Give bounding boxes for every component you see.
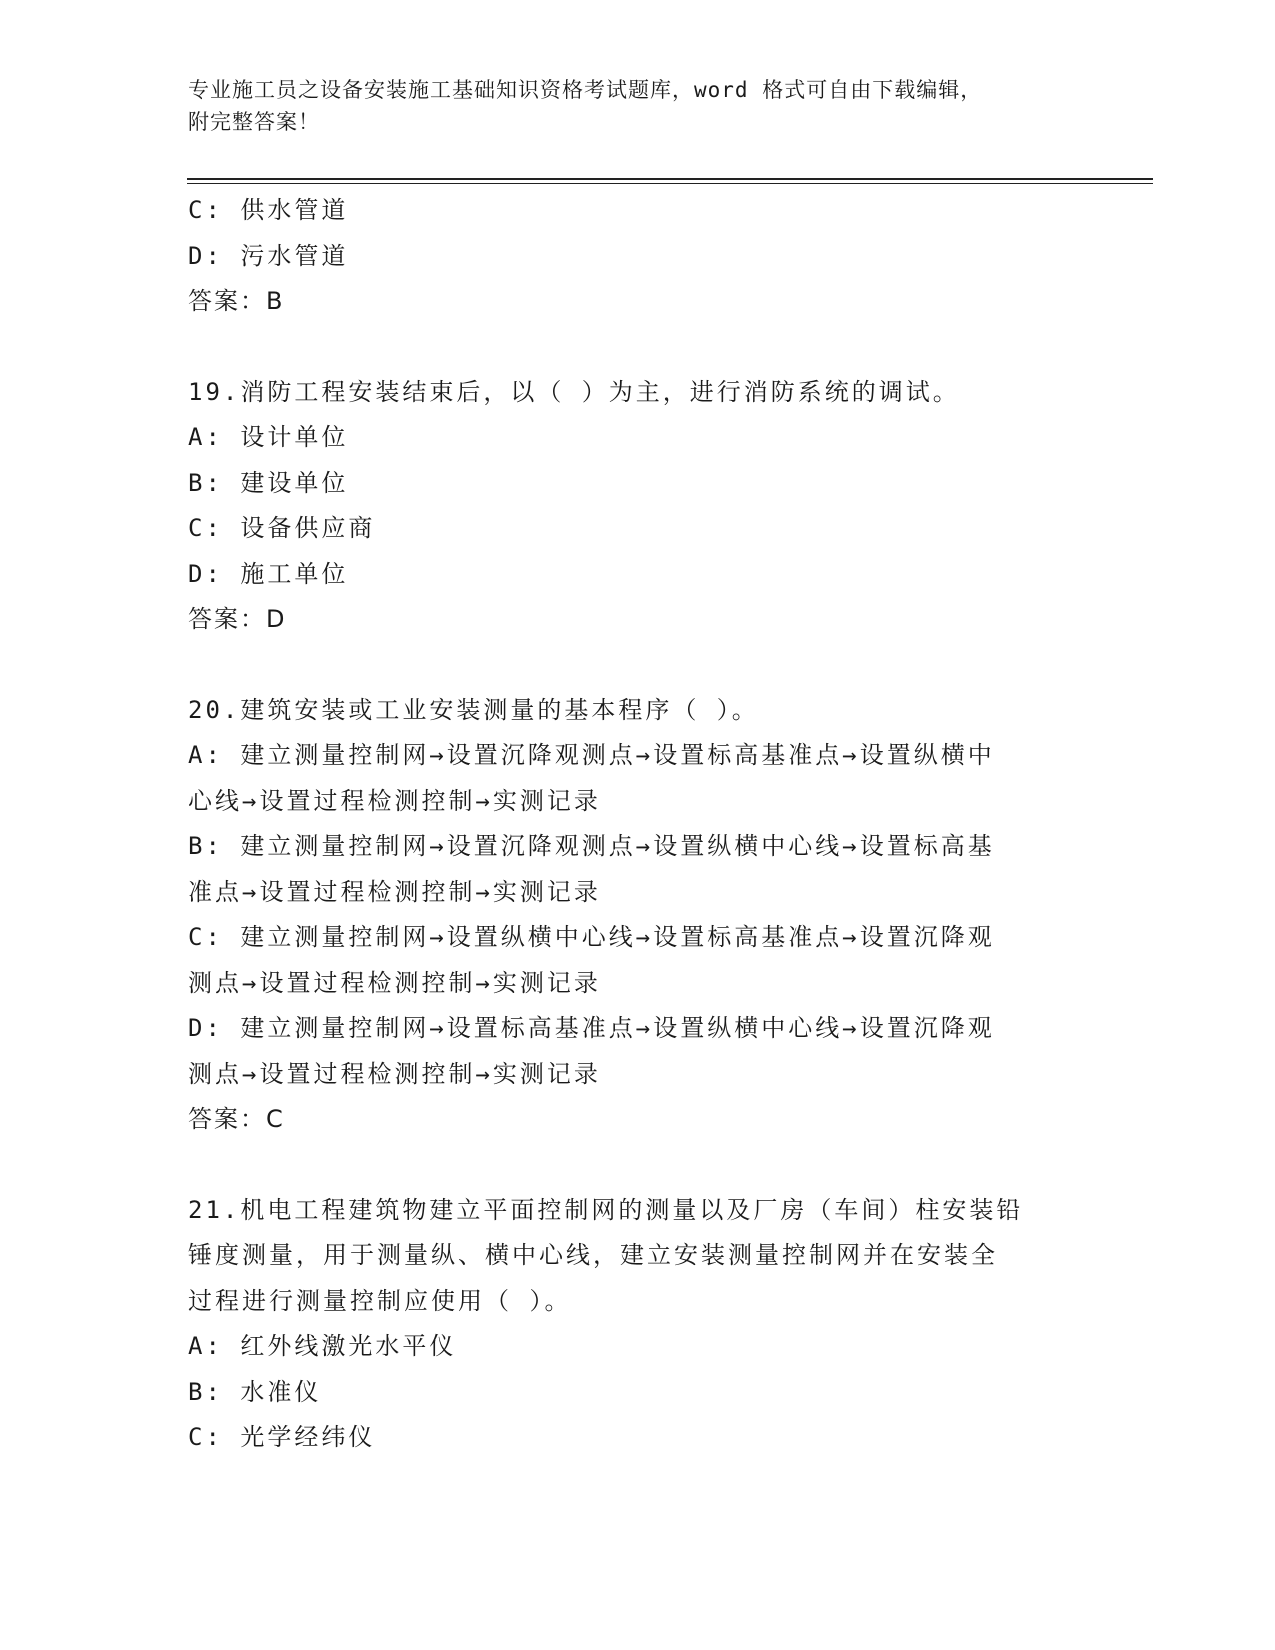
question-19 [188,370,1088,643]
spacer [188,1143,1088,1188]
header-line-1: 专业施工员之设备安装施工基础知识资格考试题库，word 格式可自由下载编辑， [188,78,983,102]
option-c: C: 设备供应商 [188,514,376,542]
question-stem-line-1: 21.机电工程建筑物建立平面控制网的测量以及厂房（车间）柱安装铅 [188,1195,1024,1224]
option-a-line-2: 心线→设置过程检测控制→实测记录 [188,786,601,815]
option-d: D: 施工单位 [188,559,349,588]
option-a: A: 设计单位 [188,423,349,451]
option-c: C: 光学经纬仪 [188,1423,376,1451]
spacer [188,325,1088,370]
option-c: C: 供水管道 [188,196,349,224]
document-header [188,74,1088,138]
option-d-line-2: 测点→设置过程检测控制→实测记录 [188,1059,601,1088]
question-18 [188,188,1088,325]
header-divider-thin [187,183,1153,184]
spacer [188,643,1088,688]
option-a: A: 红外线激光水平仪 [188,1332,457,1360]
question-stem-line-3: 过程进行测量控制应使用（ ）。 [188,1286,572,1315]
option-b-line-2: 准点→设置过程检测控制→实测记录 [188,877,601,906]
question-stem: 19.消防工程安装结束后，以（ ）为主，进行消防系统的调试。 [188,377,960,406]
option-b: B: 建设单位 [188,468,349,497]
question-21 [188,1188,1088,1461]
header-line-2: 附完整答案！ [188,110,320,134]
option-d-line-1: D: 建立测量控制网→设置标高基准点→设置纵横中心线→设置沉降观 [188,1014,995,1042]
option-a-line-1: A: 建立测量控制网→设置沉降观测点→设置标高基准点→设置纵横中 [188,741,995,769]
header-divider-thick [187,178,1153,180]
option-b-line-1: B: 建立测量控制网→设置沉降观测点→设置纵横中心线→设置标高基 [188,832,995,860]
answer: 答案：C [188,1105,285,1133]
option-c-line-1: C: 建立测量控制网→设置纵横中心线→设置标高基准点→设置沉降观 [188,923,995,951]
question-content [188,188,1088,1461]
option-b: B: 水准仪 [188,1377,322,1406]
question-stem: 20.建筑安装或工业安装测量的基本程序（ ）。 [188,695,759,724]
answer: 答案：B [188,287,285,315]
option-c-line-2: 测点→设置过程检测控制→实测记录 [188,968,601,997]
option-d: D: 污水管道 [188,241,349,270]
question-stem-line-2: 锤度测量，用于测量纵、横中心线，建立安装测量控制网并在安装全 [188,1241,998,1269]
answer: 答案：D [188,605,287,633]
question-20 [188,688,1088,1143]
